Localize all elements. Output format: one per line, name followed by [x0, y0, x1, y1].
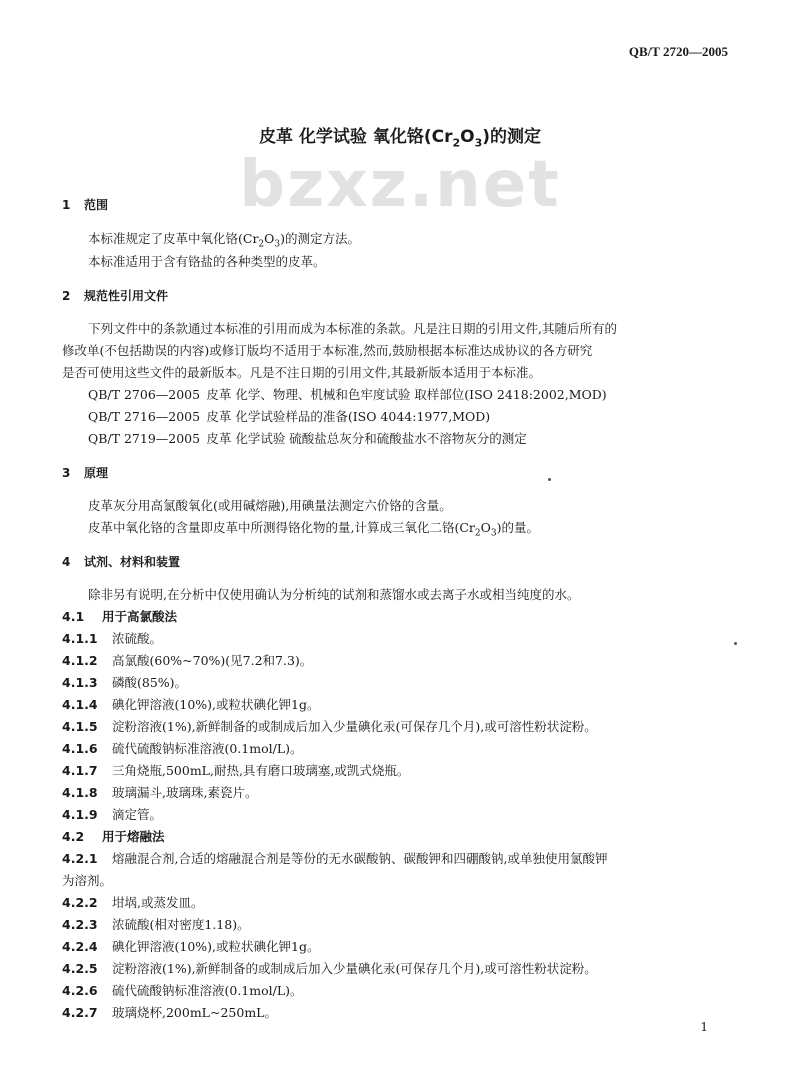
refs-intro-line-2: 修改单(不包括勘误的内容)或修订版均不适用于本标准,然而,鼓励根据本标准达成协议的各方研究 — [62, 343, 593, 358]
section-heading-refs: 2 规范性引用文件 — [62, 289, 169, 303]
reagents-intro: 除非另有说明,在分析中仅使用确认为分析纯的试剂和蒸馏水或去离子水或相当纯度的水。 — [88, 587, 580, 602]
section-heading-principle: 3 原理 — [62, 466, 109, 480]
scope-line-2: 本标准适用于含有铬盐的各种类型的皮革。 — [88, 254, 326, 269]
ref-item: QB/T 2719—2005 皮革 化学试验 硫酸盐总灰分和硫酸盐水不溶物灰分的测定 — [88, 431, 527, 446]
clause-item: 4.2.3 浓硫酸(相对密度1.18)。 — [62, 917, 250, 932]
clause-item: 4.1.6 硫代硫酸钠标准溶液(0.1mol/L)。 — [62, 741, 303, 756]
subsection-heading-4-1: 4.1 用于高氯酸法 — [62, 609, 178, 624]
ref-item: QB/T 2716—2005 皮革 化学试验样品的准备(ISO 4044:1977,MOD) — [88, 409, 491, 424]
clause-item: 4.1.8 玻璃漏斗,玻璃珠,素瓷片。 — [62, 785, 258, 800]
standard-code: QB/T 2720—2005 — [628, 44, 728, 59]
clause-item: 4.1.3 磷酸(85%)。 — [62, 675, 188, 690]
clause-item: 4.1.2 高氯酸(60%~70%)(见7.2和7.3)。 — [62, 653, 313, 668]
clause-item: 4.2.7 玻璃烧杯,200mL~250mL。 — [62, 1005, 277, 1020]
ref-item: QB/T 2706—2005 皮革 化学、物理、机械和色牢度试验 取样部位(ISO 2418:2002,MOD) — [88, 387, 607, 402]
section-heading-scope: 1 范围 — [62, 198, 109, 212]
watermark: bzxz.net — [239, 148, 561, 222]
clause-item: 4.1.5 淀粉溶液(1%),新鲜制备的或制成后加入少量碘化汞(可保存几个月),或可溶性粉状淀粉。 — [62, 719, 597, 734]
refs-intro-line-1: 下列文件中的条款通过本标准的引用而成为本标准的条款。凡是注日期的引用文件,其随后所有的 — [88, 321, 617, 336]
clause-item: 4.1.4 碘化钾溶液(10%),或粒状碘化钾1g。 — [62, 697, 320, 712]
clause-item: 4.2.6 硫代硫酸钠标准溶液(0.1mol/L)。 — [62, 983, 303, 998]
clause-item-continuation: 为溶剂。 — [62, 873, 113, 888]
subsection-heading-4-2: 4.2 用于熔融法 — [62, 829, 165, 844]
page-number: 1 — [700, 1020, 708, 1034]
clause-item: 4.2.4 碘化钾溶液(10%),或粒状碘化钾1g。 — [62, 939, 320, 954]
scan-speck — [548, 478, 551, 481]
principle-line-1: 皮革灰分用高氯酸氧化(或用碱熔融),用碘量法测定六价铬的含量。 — [88, 498, 452, 513]
clause-item: 4.2.1 熔融混合剂,合适的熔融混合剂是等份的无水碳酸钠、碳酸钾和四硼酸钠,或单独使用氯酸钾 — [62, 851, 608, 866]
clause-item: 4.2.5 淀粉溶液(1%),新鲜制备的或制成后加入少量碘化汞(可保存几个月),或可溶性粉状淀粉。 — [62, 961, 597, 976]
section-heading-reagents: 4 试剂、材料和装置 — [62, 555, 181, 569]
clause-item: 4.1.7 三角烧瓶,500mL,耐热,具有磨口玻璃塞,或凯式烧瓶。 — [62, 763, 410, 778]
scan-speck — [734, 642, 737, 645]
document-title: 皮革 化学试验 氧化铬$(Cr_2O_3)$的测定 — [258, 127, 541, 150]
clause-item: 4.1.9 滴定管。 — [62, 807, 163, 822]
clause-item: 4.2.2 坩埚,或蒸发皿。 — [62, 895, 204, 910]
clause-item: 4.1.1 浓硫酸。 — [62, 631, 163, 646]
refs-intro-line-3: 是否可使用这些文件的最新版本。凡是不注日期的引用文件,其最新版本适用于本标准。 — [62, 365, 541, 380]
scope-line-1: 本标准规定了皮革中氧化铬$(Cr_2O_3)$的测定方法。 — [88, 231, 361, 250]
principle-line-2: 皮革中氧化铬的含量即皮革中所测得铬化物的量,计算成三氧化二铬$(Cr_2O_3)$的量。 — [88, 520, 540, 539]
